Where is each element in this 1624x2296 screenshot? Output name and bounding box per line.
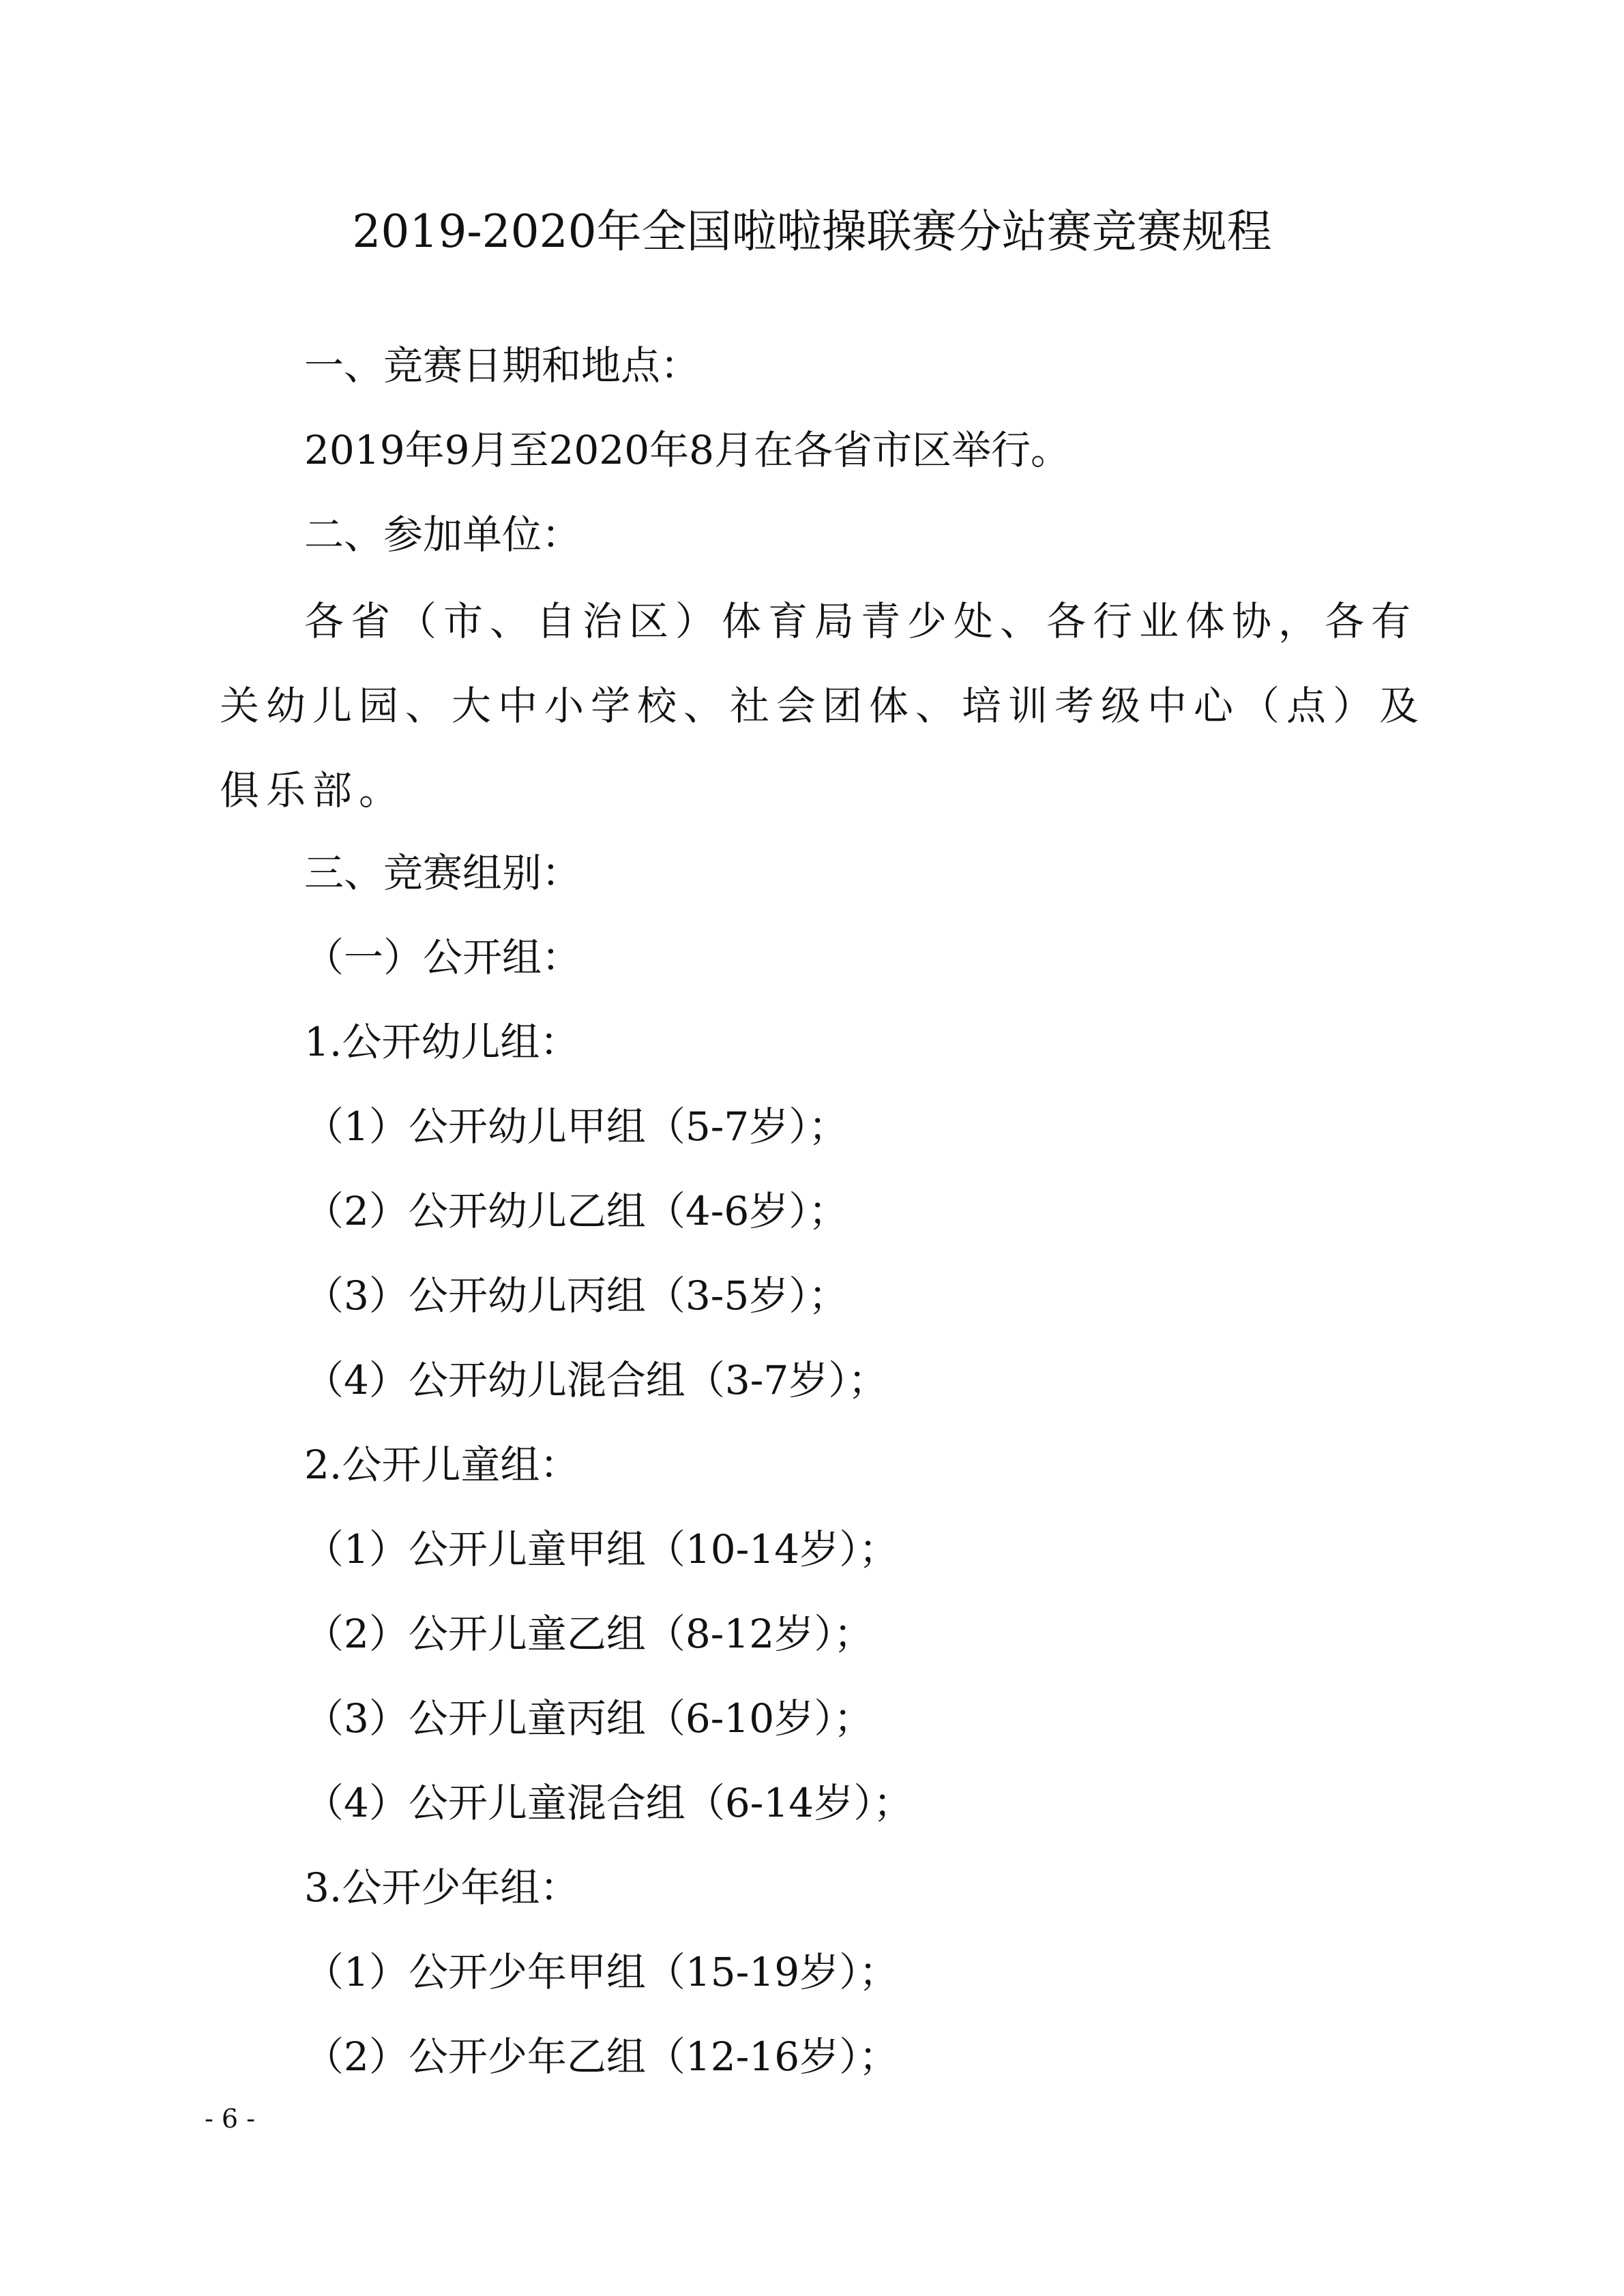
category-heading-juniors: 3.公开少年组： (304, 1864, 580, 1911)
section-heading-groups: 三、竞赛组别： (304, 850, 582, 896)
section-heading-participants: 二、参加单位： (304, 511, 582, 558)
category-heading-children: 2.公开儿童组： (304, 1442, 580, 1488)
category-heading-kindergarten: 1.公开幼儿组： (304, 1019, 580, 1065)
body-text-date-venue: 2019年9月至2020年8月在各省市区举行。 (304, 427, 1071, 473)
list-item: （1）公开少年甲组（15-19岁）； (304, 1949, 899, 1995)
page-number: - 6 - (205, 2104, 256, 2134)
list-item: （4）公开幼儿混合组（3-7岁）； (304, 1357, 888, 1403)
body-paragraph-participants: 各省（市、自治区）体育局青少处、各行业体协，各有关幼儿园、大中小学校、社会团体、培训考级中心（点）及俱乐部。 (220, 598, 1426, 814)
list-item: （2）公开幼儿乙组（4-6岁）； (304, 1188, 848, 1234)
document-title: 2019-2020年全国啦啦操联赛分站赛竞赛规程 (352, 205, 1272, 258)
list-item: （4）公开儿童混合组（6-14岁）； (304, 1780, 913, 1826)
list-item: （1）公开儿童甲组（10-14岁）； (304, 1526, 899, 1572)
section-heading-date-venue: 一、竞赛日期和地点： (304, 342, 700, 389)
list-item: （3）公开儿童丙组（6-10岁）； (304, 1695, 874, 1742)
list-item: （3）公开幼儿丙组（3-5岁）； (304, 1272, 848, 1319)
list-item: （2）公开少年乙组（12-16岁）； (304, 2033, 899, 2080)
list-item: （1）公开幼儿甲组（5-7岁）； (304, 1103, 848, 1150)
list-item: （2）公开儿童乙组（8-12岁）； (304, 1611, 874, 1657)
subsection-heading-open: （一）公开组： (304, 934, 582, 981)
